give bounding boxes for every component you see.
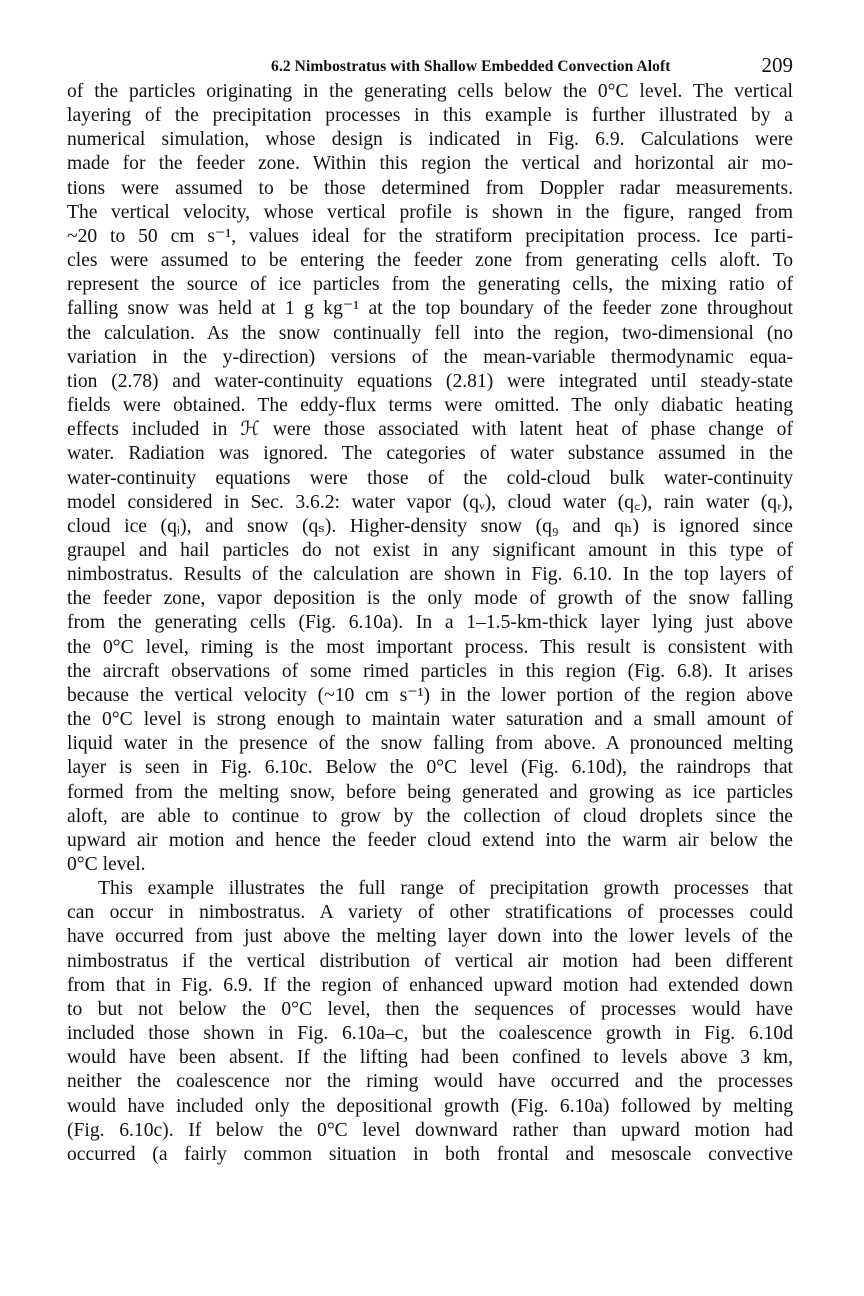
text-line: formed from the melting snow, before being generated and growing as ice particles (67, 781, 793, 803)
text-line: the 0°C level, riming is the most important process. This result is consistent with (67, 636, 793, 658)
text-line: variation in the y-direction) versions of the mean-variable thermodynamic equa- (67, 346, 793, 368)
paragraph (67, 877, 793, 1167)
paragraph (67, 80, 793, 877)
text-line: to but not below the 0°C level, then the sequences of processes would have (67, 998, 793, 1020)
text-line: layering of the precipitation processes in this example is further illustrated by a (67, 105, 793, 127)
text-line: ~20 to 50 cm s⁻¹, values ideal for the stratiform precipitation process. Ice parti- (67, 225, 793, 247)
text-line: the feeder zone, vapor deposition is the only mode of growth of the snow falling (67, 588, 793, 610)
text-line: water-continuity equations were those of the cold-cloud bulk water-continuity (67, 467, 793, 489)
text-line: 0°C level. (67, 854, 146, 875)
text-line: (Fig. 6.10c). If below the 0°C level downward rather than upward motion had (67, 1119, 793, 1141)
text-line: can occur in nimbostratus. A variety of other stratifications of processes could (67, 902, 793, 924)
text-line: made for the feeder zone. Within this region the vertical and horizontal air mo- (67, 153, 793, 175)
text-line: represent the source of ice particles from the generating cells, the mixing ratio of (67, 274, 793, 296)
text-line: falling snow was held at 1 g kg⁻¹ at the top boundary of the feeder zone throughout (67, 298, 793, 320)
text-line: This example illustrates the full range of precipitation growth processes that (98, 878, 793, 900)
text-line: water. Radiation was ignored. The categories of water substance assumed in the (67, 443, 793, 465)
text-line: would have included only the depositional growth (Fig. 6.10a) followed by melting (67, 1095, 793, 1117)
text-line: aloft, are able to continue to grow by the collection of cloud droplets since the (67, 805, 793, 827)
text-line: nimbostratus. Results of the calculation are shown in Fig. 6.10. In the top layers of (67, 564, 793, 586)
text-line: liquid water in the presence of the snow falling from above. A pronounced melting (67, 733, 793, 755)
text-line: the calculation. As the snow continually fell into the region, two-dimensional (no (67, 322, 793, 344)
text-line: tions were assumed to be those determined from Doppler radar measurements. (67, 177, 793, 199)
text-line: numerical simulation, whose design is indicated in Fig. 6.9. Calculations were (67, 129, 793, 151)
page-number: 209 (761, 53, 793, 77)
text-line: effects included in ℋ were those associated with latent heat of phase change of (67, 419, 793, 441)
text-line: upward air motion and hence the feeder cloud extend into the warm air below the (67, 829, 793, 851)
section-title: 6.2 Nimbostratus with Shallow Embedded Convection Aloft (271, 58, 671, 75)
text-line: cloud ice (qᵢ), and snow (qₛ). Higher-density snow (q₉ and qₕ) is ignored since (67, 515, 793, 537)
text-line: have occurred from just above the melting layer down into the lower levels of the (67, 926, 793, 948)
text-line: fields were obtained. The eddy-flux terms were omitted. The only diabatic heating (67, 395, 793, 417)
text-line: because the vertical velocity (~10 cm s⁻¹) in the lower portion of the region above (67, 684, 793, 706)
text-line: the 0°C level is strong enough to maintain water saturation and a small amount of (67, 709, 793, 731)
text-line: the aircraft observations of some rimed particles in this region (Fig. 6.8). It arises (67, 660, 793, 682)
text-line: graupel and hail particles do not exist in any significant amount in this type of (67, 539, 793, 561)
text-line: occurred (a fairly common situation in both frontal and mesoscale convective (67, 1143, 793, 1165)
text-line: of the particles originating in the generating cells below the 0°C level. The vertical (67, 81, 793, 102)
running-head (67, 52, 793, 80)
page (67, 52, 793, 1167)
text-line: from that in Fig. 6.9. If the region of enhanced upward motion had extended down (67, 974, 793, 996)
text-line: The vertical velocity, whose vertical profile is shown in the figure, ranged from (67, 201, 793, 223)
text-line: layer is seen in Fig. 6.10c. Below the 0°C level (Fig. 6.10d), the raindrops that (67, 757, 793, 779)
text-line: nimbostratus if the vertical distribution of vertical air motion had been different (67, 950, 793, 972)
text-line: from the generating cells (Fig. 6.10a). In a 1–1.5-km-thick layer lying just above (67, 612, 793, 634)
text-line: included those shown in Fig. 6.10a–c, but the coalescence growth in Fig. 6.10d (67, 1023, 793, 1045)
text-line: neither the coalescence nor the riming would have occurred and the processes (67, 1071, 793, 1093)
text-line: would have been absent. If the lifting had been confined to levels above 3 km, (67, 1047, 793, 1069)
text-line: model considered in Sec. 3.6.2: water vapor (qᵥ), cloud water (q꜀), rain water (qᵣ), (67, 491, 793, 513)
text-line: tion (2.78) and water-continuity equations (2.81) were integrated until steady-state (67, 370, 793, 392)
text-line: cles were assumed to be entering the feeder zone from generating cells aloft. To (67, 250, 793, 272)
body-text (67, 80, 793, 1167)
